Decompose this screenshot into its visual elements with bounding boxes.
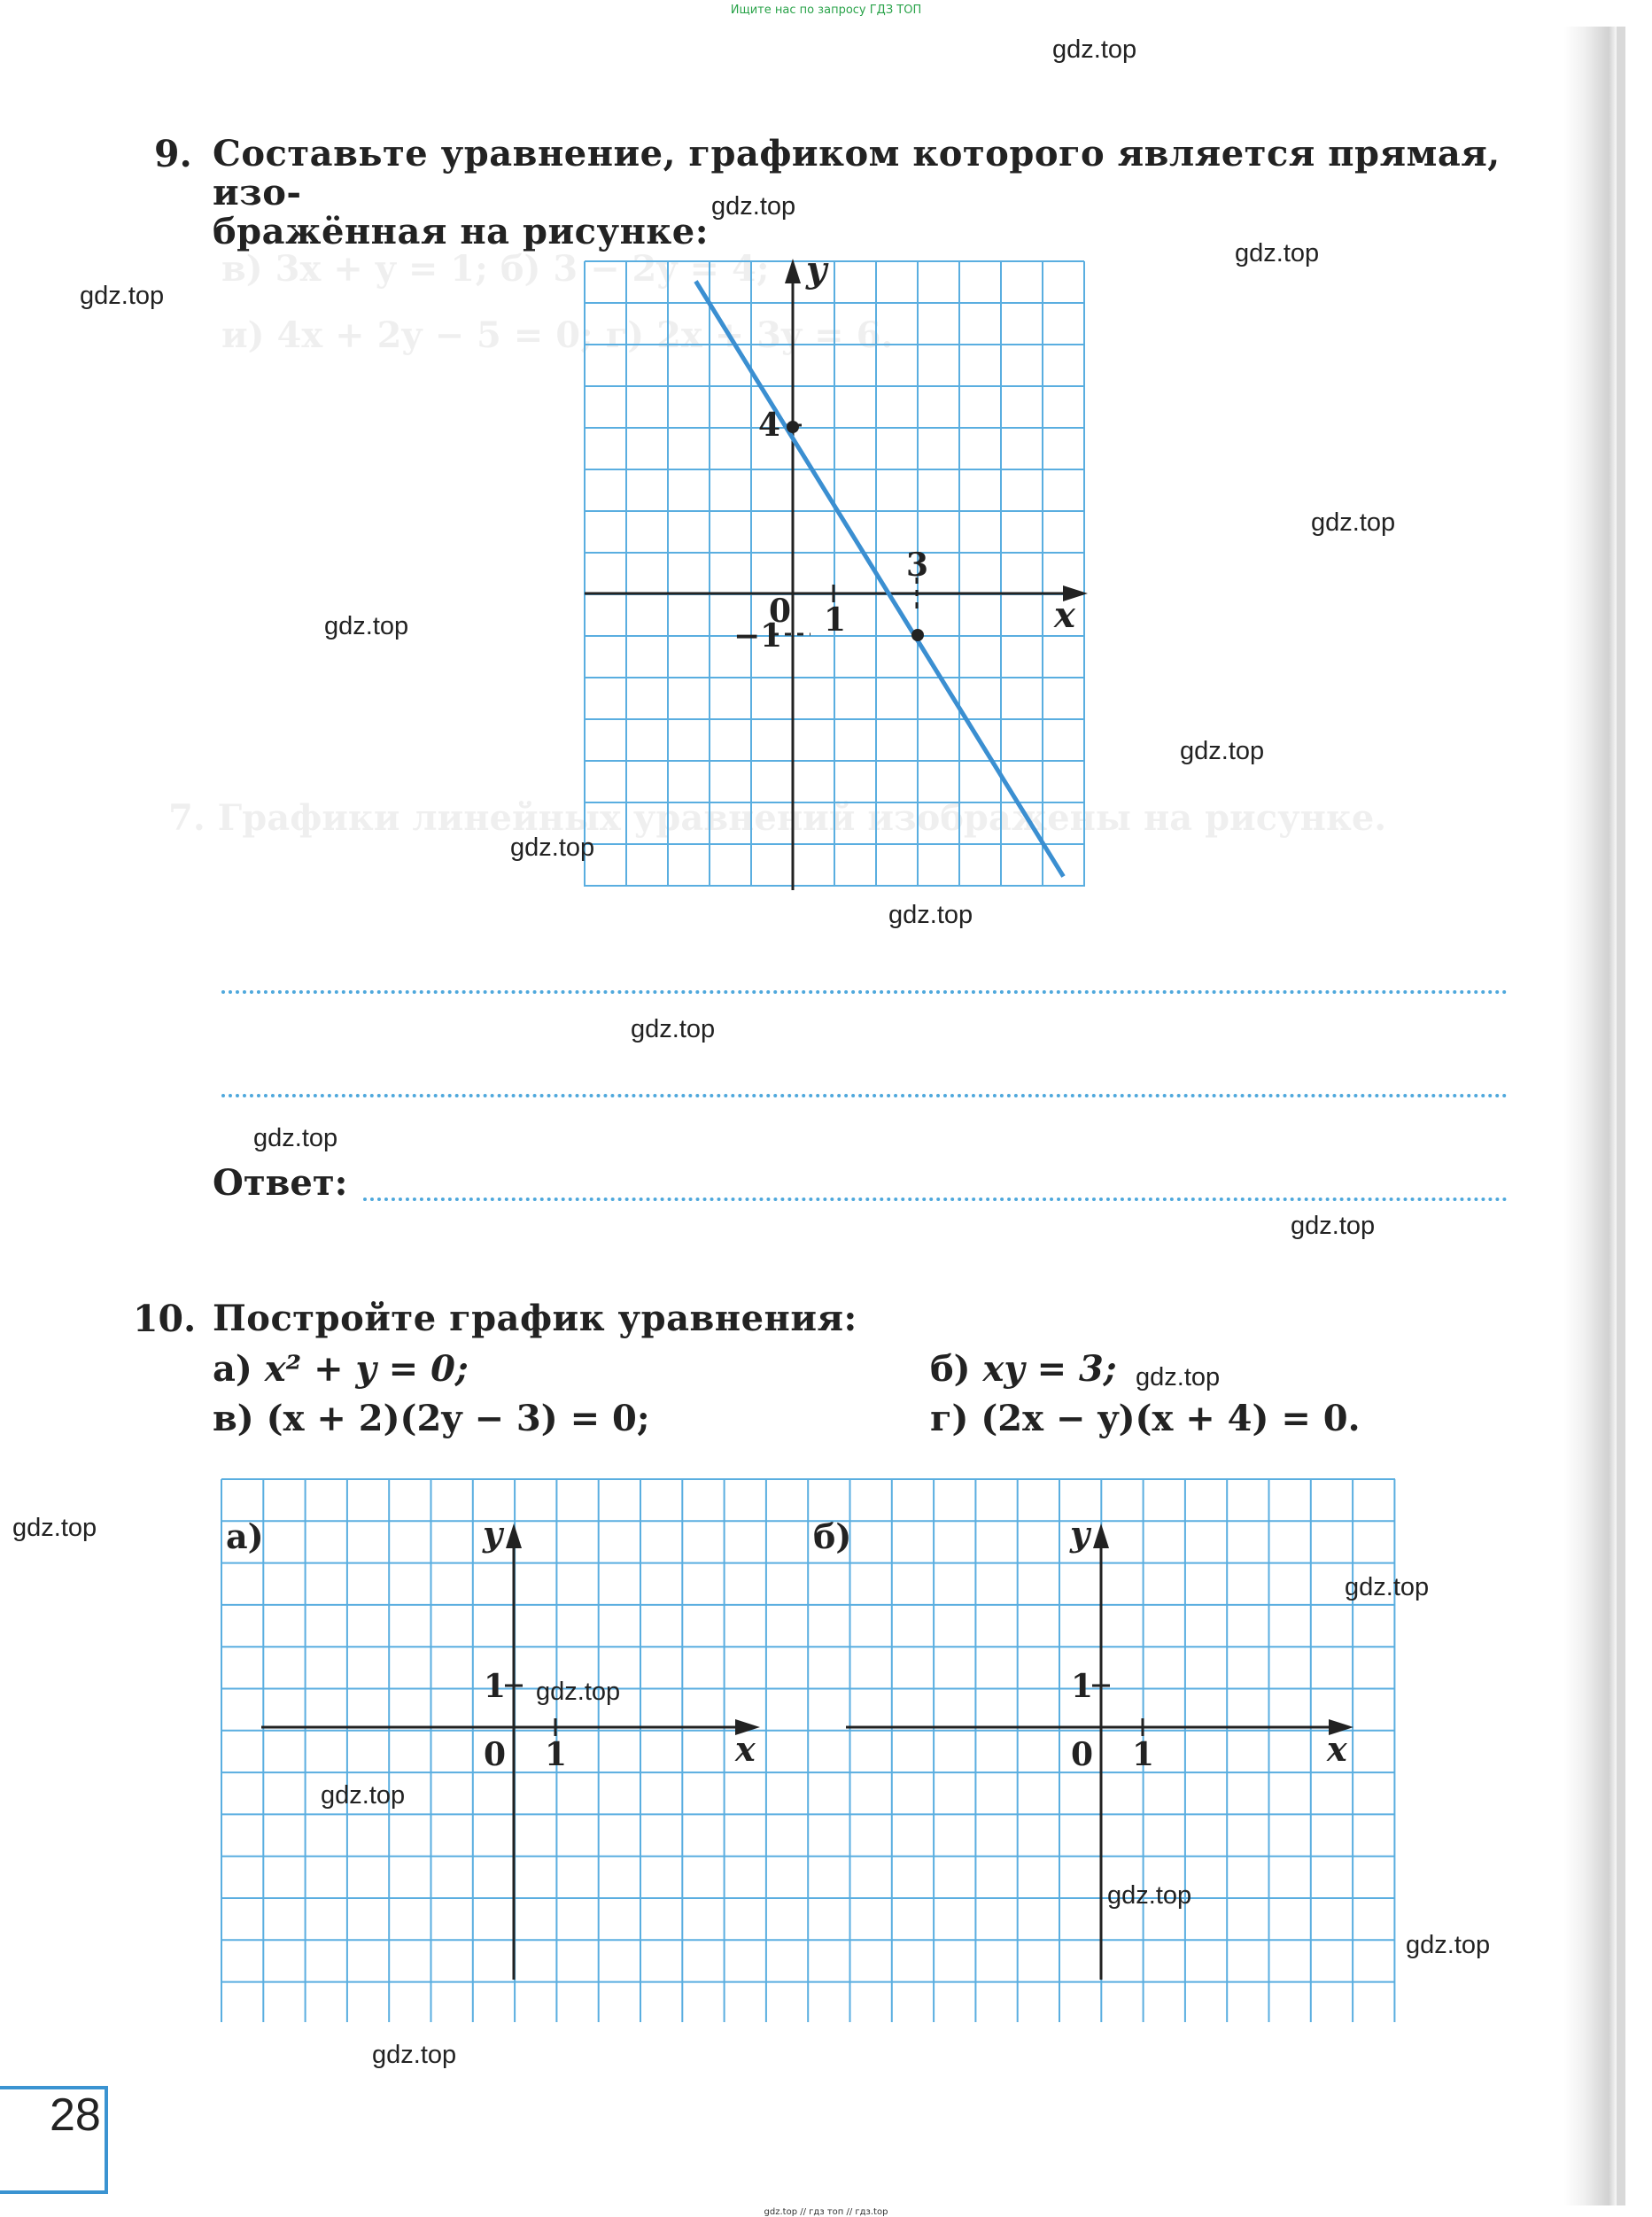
panel-b-x-label: x	[1327, 1729, 1347, 1769]
watermark: gdz.top	[12, 1514, 97, 1542]
panel-b-axes	[846, 1523, 1353, 1980]
site-footer[interactable]: gdz.top // гдз топ // гдз.top	[764, 2207, 888, 2217]
watermark: gdz.top	[1136, 1363, 1221, 1391]
item-b-equation: xy = 3;	[982, 1348, 1117, 1390]
panel-a-x-label: x	[735, 1729, 756, 1769]
origin-label: 0	[769, 593, 792, 630]
watermark: gdz.top	[536, 1678, 621, 1706]
watermark: gdz.top	[1235, 239, 1320, 267]
watermark: gdz.top	[324, 612, 409, 640]
item-b-label: б)	[930, 1348, 971, 1390]
watermark: gdz.top	[1107, 1881, 1192, 1910]
x-axis-label: x	[1054, 594, 1075, 636]
watermark: gdz.top	[711, 192, 796, 221]
watermark: gdz.top	[1291, 1212, 1376, 1240]
show-through-text: 7. Графики линейных уравнений изображены на рисунке.	[168, 797, 1387, 839]
item-c-label: в)	[213, 1398, 254, 1439]
panel-b-label: б)	[813, 1516, 852, 1556]
item-d-label: г)	[930, 1398, 969, 1439]
task-10-item-c	[213, 1398, 650, 1439]
watermark: gdz.top	[80, 282, 165, 310]
watermark: gdz.top	[1180, 737, 1265, 765]
panel-a-label: а)	[226, 1516, 264, 1556]
task-10-item-b	[930, 1348, 1117, 1390]
panel-b-origin: 0	[1071, 1736, 1094, 1773]
point-0-4	[787, 421, 799, 433]
answer-dotted-line-3[interactable]	[363, 1198, 1508, 1201]
panel-b-x-tick: 1	[1132, 1736, 1155, 1773]
watermark: gdz.top	[631, 1015, 716, 1043]
panel-a-y-tick: 1	[484, 1668, 507, 1705]
task-10-item-d	[930, 1398, 1361, 1439]
site-banner[interactable]: Ищите нас по запросу ГДЗ ТОП	[730, 4, 922, 17]
panel-a-y-label: y	[483, 1514, 503, 1554]
task-10-number: 10.	[133, 1298, 197, 1340]
task-9-text-line1: Составьте уравнение, графиком которого является прямая, изо-	[213, 133, 1501, 213]
item-a-label: а)	[213, 1348, 252, 1390]
x-point-label: 3	[906, 546, 929, 584]
item-c-equation: (x + 2)(2y − 3) = 0;	[266, 1398, 650, 1439]
show-through-text: и) 4x + 2y − 5 = 0; г) 2x + 3y = 6.	[221, 314, 894, 356]
watermark: gdz.top	[888, 901, 973, 929]
watermark: gdz.top	[1406, 1931, 1491, 1959]
page-edge	[1617, 27, 1625, 2205]
task-9-graph	[576, 255, 1094, 897]
task-9-text-line2: бражённая на рисунке:	[213, 211, 709, 252]
task-10-grid[interactable]	[213, 1472, 1404, 2035]
task-9-text	[213, 135, 1524, 252]
item-d-equation: (2x − y)(x + 4) = 0.	[981, 1398, 1361, 1439]
watermark: gdz.top	[510, 833, 595, 862]
panel-a-origin: 0	[484, 1736, 507, 1773]
y-axis-label: y	[806, 255, 827, 291]
page-number: 28	[50, 2089, 101, 2141]
answer-label: Ответ:	[213, 1162, 348, 1204]
y-neg-label: −1	[733, 617, 783, 655]
watermark: gdz.top	[1311, 508, 1396, 537]
show-through-text: в) 3x + y = 1; б) 3 − 2y = 4;	[221, 248, 770, 290]
watermark: gdz.top	[321, 1781, 406, 1810]
panel-a-x-tick: 1	[545, 1736, 568, 1773]
panel-b-y-tick: 1	[1071, 1668, 1094, 1705]
watermark: gdz.top	[253, 1124, 338, 1152]
point-3-minus1	[911, 629, 924, 641]
answer-dotted-line-1[interactable]	[221, 990, 1508, 994]
y-point-label: 4	[758, 407, 781, 444]
page-shadow	[1563, 27, 1617, 2205]
panel-b-y-label: y	[1070, 1514, 1090, 1554]
x-tick-label: 1	[824, 601, 847, 639]
task-10-grid-lines	[221, 1479, 1395, 2022]
panel-a-axes	[261, 1523, 760, 1980]
task-9-number: 9.	[154, 133, 192, 175]
answer-dotted-line-2[interactable]	[221, 1094, 1508, 1097]
watermark: gdz.top	[372, 2041, 457, 2069]
task-10-text: Постройте график уравнения:	[213, 1298, 857, 1339]
watermark: gdz.top	[1052, 35, 1137, 64]
task-10-item-a	[213, 1348, 469, 1390]
item-a-equation: x² + y = 0;	[264, 1348, 469, 1390]
watermark: gdz.top	[1345, 1573, 1430, 1601]
